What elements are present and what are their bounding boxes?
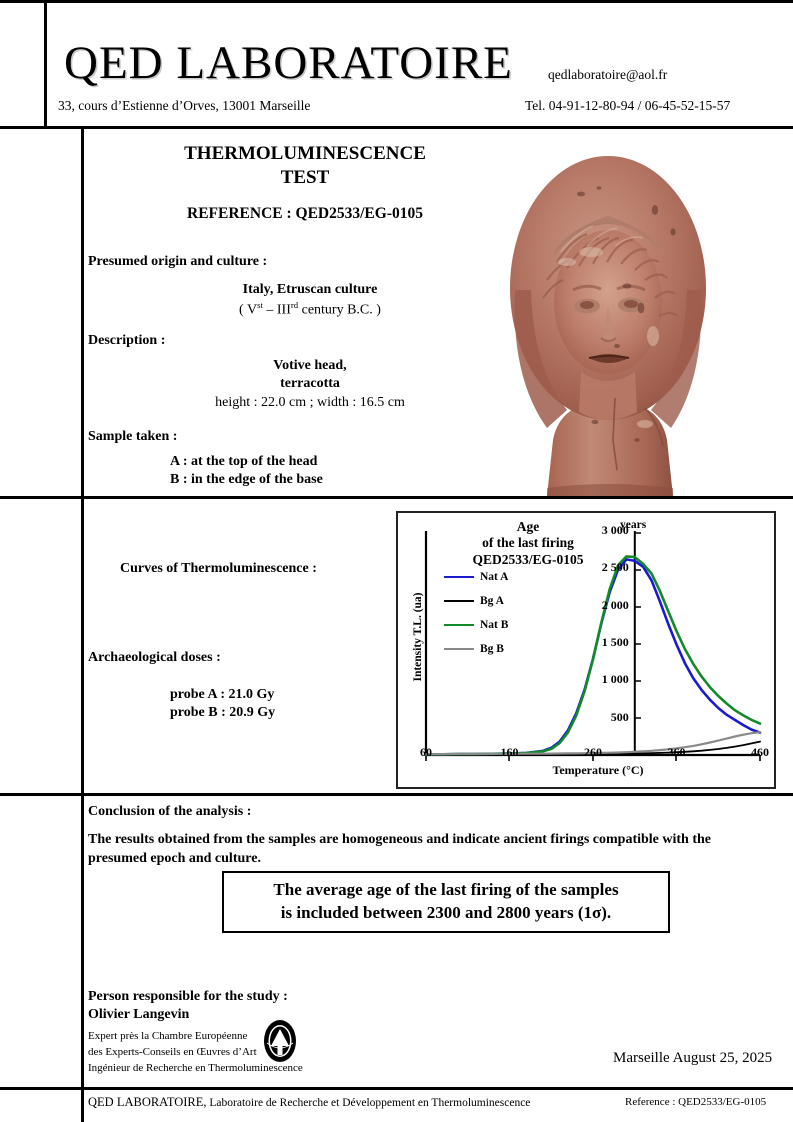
description-value-line2: terracotta xyxy=(280,376,340,391)
conclusion-label: Conclusion of the analysis : xyxy=(88,804,252,819)
chart-title-line1: Age xyxy=(516,519,540,534)
legend-label: Nat A xyxy=(480,571,509,583)
rule-chart-bottom xyxy=(0,793,793,796)
curves-label: Curves of Thermoluminescence : xyxy=(120,561,317,576)
origin-period xyxy=(160,300,460,320)
footer-company: QED LABORATOIRE, xyxy=(88,1095,207,1109)
legend-swatch xyxy=(444,600,474,602)
description-dimensions: height : 22.0 cm ; width : 16.5 cm xyxy=(215,395,405,410)
expert-seal-logo xyxy=(258,1019,302,1063)
xtick-label: 160 xyxy=(500,745,519,759)
footer-company-desc: Laboratoire de Recherche et Développement en Thermoluminescence xyxy=(206,1097,531,1109)
rule-footer-top xyxy=(0,1087,793,1090)
average-age-line2: is included between 2300 and 2800 years (1σ). xyxy=(280,903,612,922)
sample-b: B : in the edge of the base xyxy=(170,472,323,487)
ytick-label-years: 1 500 xyxy=(601,635,629,649)
chart-title-line3: QED2533/EG-0105 xyxy=(472,551,584,567)
doses-label: Archaeological doses : xyxy=(88,650,221,665)
company-address: 33, cours d’Estienne d’Orves, 13001 Marseille xyxy=(58,98,311,113)
description-label: Description : xyxy=(88,333,166,348)
sample-a: A : at the top of the head xyxy=(170,454,318,469)
origin-value: Italy, Etruscan culture xyxy=(242,282,378,297)
origin-period-prefix: ( V xyxy=(239,302,258,318)
chart-xlabel: Temperature (°C) xyxy=(552,763,644,777)
thermoluminescence-chart xyxy=(396,511,776,789)
credential-line-1: Expert près la Chambre Européenne xyxy=(88,1030,248,1042)
ytick-label-years: 2 500 xyxy=(601,560,629,575)
page-title xyxy=(140,142,470,190)
place-and-date: Marseille August 25, 2025 xyxy=(613,1050,773,1066)
xtick-label: 360 xyxy=(667,745,686,759)
responsible-name: Olivier Langevin xyxy=(88,1007,190,1023)
origin-period-suffix: century B.C. ) xyxy=(298,302,381,318)
legend-item xyxy=(444,619,508,631)
dose-probe-a: probe A : 21.0 Gy xyxy=(170,687,275,702)
legend-label: Nat B xyxy=(480,619,509,631)
dose-probe-b: probe B : 20.9 Gy xyxy=(170,705,276,720)
rule-header-bottom xyxy=(0,126,793,129)
chart-secondary-axis-label: years xyxy=(620,519,647,531)
credential-line-3: Ingénieur de Recherche en Thermoluminescence xyxy=(88,1061,303,1074)
artifact-face xyxy=(554,230,662,374)
rule-left-margin-main xyxy=(81,127,84,1088)
xtick-label: 60 xyxy=(420,745,432,759)
rule-top xyxy=(0,0,793,3)
rule-left-margin-upper xyxy=(44,0,47,127)
chart-title-line2: of the last firing xyxy=(482,535,574,551)
description-value-line1: Votive head, xyxy=(273,358,347,373)
company-logo-text: QED LABORATOIRE xyxy=(64,37,513,89)
page-title-line1: THERMOLUMINESCENCE xyxy=(184,143,426,164)
credential-line-2: des Experts-Conseils en Œuvres d’Art xyxy=(88,1045,257,1058)
ytick-label-years: 500 xyxy=(610,709,629,724)
legend-swatch xyxy=(444,648,474,650)
legend-swatch xyxy=(444,576,474,578)
legend-item xyxy=(444,643,508,655)
sample-label: Sample taken : xyxy=(88,429,178,444)
legend-label: Bg B xyxy=(480,643,504,655)
xtick-label: 460 xyxy=(751,745,769,759)
company-phone: Tel. 04-91-12-80-94 / 06-45-52-15-57 xyxy=(525,98,731,113)
average-age-box xyxy=(222,871,670,933)
origin-period-sup-first: st xyxy=(257,300,263,310)
origin-label: Presumed origin and culture : xyxy=(88,254,268,269)
average-age-line1: The average age of the last firing of the samples xyxy=(273,880,619,900)
legend-label: Bg A xyxy=(480,595,504,607)
report-reference: REFERENCE : QED2533/EG-0105 xyxy=(187,205,423,222)
rule-left-margin-footer xyxy=(81,1088,84,1122)
artifact-photo xyxy=(495,140,720,496)
chart-ylabel: Intensity T.L. (ua) xyxy=(412,592,424,682)
legend-item xyxy=(444,571,508,583)
company-email: qedlaboratoire@aol.fr xyxy=(548,67,668,82)
chart-legend xyxy=(444,571,508,667)
origin-period-mid: – III xyxy=(262,302,291,318)
origin-period-sup-second: rd xyxy=(290,300,299,310)
ytick-label-years: 2 000 xyxy=(601,597,629,612)
responsible-label: Person responsible for the study : xyxy=(88,989,288,1004)
legend-swatch xyxy=(444,624,474,626)
xtick-label: 260 xyxy=(584,745,602,759)
legend-item xyxy=(444,595,508,607)
page-title-line2: TEST xyxy=(280,166,330,188)
rule-info-bottom xyxy=(0,496,793,499)
ytick-label-years: 3 000 xyxy=(601,523,629,537)
conclusion-text: The results obtained from the samples are homogeneous and indicate ancient firings compatible with the presumed epoch and culture. xyxy=(88,832,712,866)
footer-left xyxy=(88,1095,530,1110)
footer-reference: Reference : QED2533/EG-0105 xyxy=(625,1096,767,1108)
ytick-label-years: 1 000 xyxy=(601,672,629,687)
